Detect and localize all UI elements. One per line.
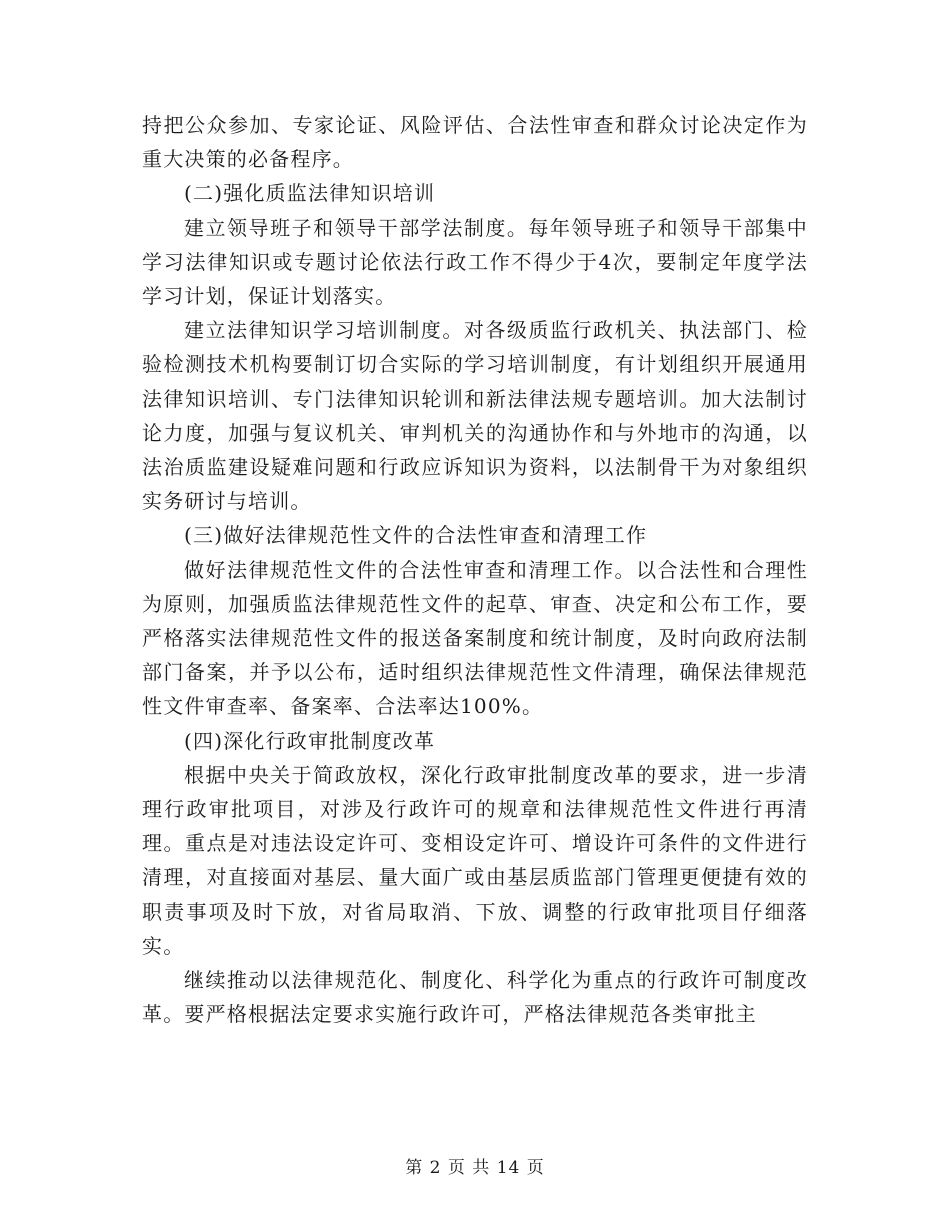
paragraph-decision-procedure: 持把公众参加、专家论证、风险评估、合法性审查和群众讨论决定作为重大决策的必备程序。 <box>142 113 808 172</box>
section-heading-approval-reform: (四)深化行政审批制度改革 <box>184 728 436 753</box>
page-number-footer: 第 2 页 共 14 页 <box>405 1158 545 1178</box>
section-heading-training: (二)强化质监法律知识培训 <box>184 181 436 206</box>
paragraph-document-review: 做好法律规范性文件的合法性审查和清理工作。以合法性和合理性为原则，加强质监法律规范性文件的起草、审查、决定和公布工作，要严格落实法律规范性文件的报送备案制度和统计制度，及时向政府法制部门备案，并予以公布，适时组织法律规范性文件清理，确保法律规范性文件审查率、备案率、合法率达100%。 <box>142 557 808 719</box>
paragraph-leadership-study: 建立领导班子和领导干部学法制度。每年领导班子和领导干部集中学习法律知识或专题讨论依法行政工作不得少于4次，要制定年度学法学习计划，保证计划落实。 <box>142 215 808 309</box>
document-body <box>142 108 808 1031</box>
paragraph-approval-cleanup: 根据中央关于简政放权，深化行政审批制度改革的要求，进一步清理行政审批项目，对涉及行政许可的规章和法律规范性文件进行再清理。重点是对违法设定许可、变相设定许可、增设许可条件的文件进行清理，对直接面对基层、量大面广或由基层质监部门管理更便捷有效的职责事项及时下放，对省局取消、下放、调整的行政审批项目仔细落实。 <box>142 762 808 958</box>
paragraph-licensing-reform: 继续推动以法律规范化、制度化、科学化为重点的行政许可制度改革。要严格根据法定要求实施行政许可，严格法律规范各类审批主 <box>142 968 808 1027</box>
section-heading-document-review: (三)做好法律规范性文件的合法性审查和清理工作 <box>184 523 648 548</box>
paragraph-training-system: 建立法律知识学习培训制度。对各级质监行政机关、执法部门、检验检测技术机构要制订切合实际的学习培训制度，有计划组织开展通用法律知识培训、专门法律知识轮训和新法律法规专题培训。加大法制讨论力度，加强与复议机关、审判机关的沟通协作和与外地市的沟通，以法治质监建设疑难问题和行政应诉知识为资料，以法制骨干为对象组织实务研讨与培训。 <box>142 318 808 514</box>
